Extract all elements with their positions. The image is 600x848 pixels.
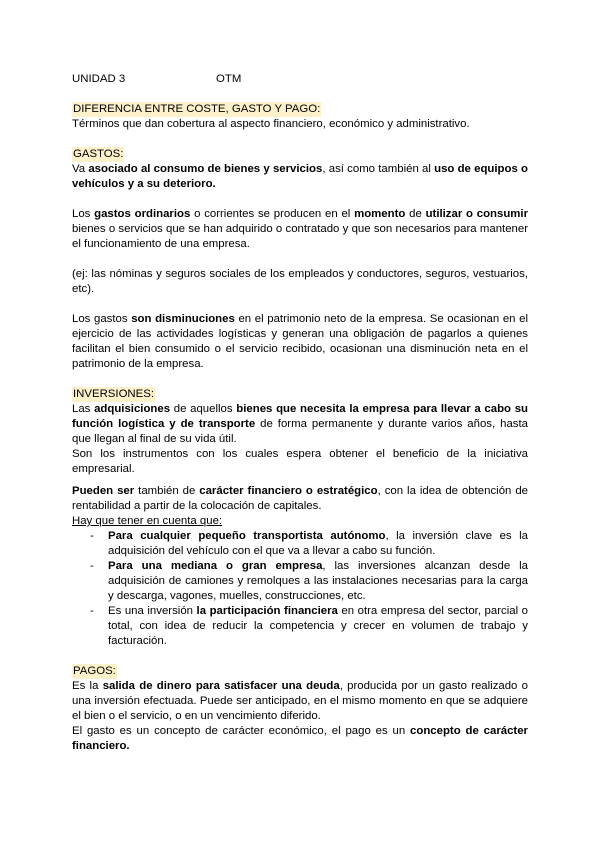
section-heading-pagos: PAGOS:	[73, 665, 116, 677]
gastos-paragraph-1: Va asociado al consumo de bienes y servicios, así como también al uso de equipos o vehículos y a su deterioro.	[72, 163, 528, 190]
section-pagos	[72, 664, 528, 754]
section-inversiones	[72, 387, 528, 649]
inversiones-paragraph-1: Las adquisiciones de aquellos bienes que necesita la empresa para llevar a cabo su función logística y de transporte de forma permanente y durante varios años, hasta que llegan al final de su vida útil.	[72, 403, 528, 445]
list-item: - Para una mediana o gran empresa, las inversiones alcanzan desde la adquisición de camiones y remolques a las instalaciones necesarias para la carga y descarga, vagones, muelles, construcciones, etc.	[108, 559, 528, 604]
unit-label: UNIDAD 3	[72, 73, 126, 85]
gastos-paragraph-4: Los gastos son disminuciones en el patrimonio neto de la empresa. Se ocasionan en el ejercicio de las actividades logísticas y generan una obligación de pagarlos a quienes facilitan el bien consumido o el servicio recibido, ocasionan una disminución neta en el patrimonio de la empresa.	[72, 313, 529, 370]
document-page	[72, 66, 528, 754]
section-heading-inversiones: INVERSIONES:	[73, 388, 155, 400]
gastos-paragraph-3: (ej: las nóminas y seguros sociales de los empleados y conductores, seguros, vestuarios, etc).	[72, 268, 528, 295]
inversiones-paragraph-2: Son los instrumentos con los cuales espera obtener el beneficio de la iniciativa empresarial.	[72, 448, 528, 475]
pagos-paragraph-1: Es la salida de dinero para satisfacer una deuda, producida por un gasto realizado o una inversión efectuada. Puede ser anticipado, en el mismo momento en que se adquiere el bien o el servicio, o en un vencimiento diferido.	[72, 680, 528, 722]
section-heading-diferencia: DIFERENCIA ENTRE COSTE, GASTO Y PAGO:	[73, 103, 321, 115]
section-gastos	[72, 147, 528, 372]
inversiones-note: Hay que tener en cuenta que:	[72, 515, 223, 527]
document-header	[72, 72, 528, 87]
diferencia-text: Términos que dan cobertura al aspecto financiero, económico y administrativo.	[72, 118, 470, 130]
inversiones-list	[72, 529, 528, 649]
subject-label: OTM	[216, 73, 242, 85]
list-item: - Es una inversión la participación financiera en otra empresa del sector, parcial o total, con idea de reducir la competencia y crecer en volumen de trabajo y facturación.	[108, 604, 528, 649]
section-diferencia	[72, 102, 528, 132]
list-item: - Para cualquier pequeño transportista autónomo, la inversión clave es la adquisición del vehículo con el que va a llevar a cabo su función.	[108, 529, 528, 559]
pagos-paragraph-2: El gasto es un concepto de carácter económico, el pago es un concepto de carácter financiero.	[72, 725, 528, 752]
gastos-paragraph-2: Los gastos ordinarios o corrientes se producen en el momento de utilizar o consumir bienes o servicios que se han adquirido o contratado y que son necesarios para mantener el funcionamiento de una empresa.	[72, 208, 529, 250]
inversiones-paragraph-3: Pueden ser también de carácter financiero o estratégico, con la idea de obtención de rentabilidad a partir de la colocación de capitales.	[72, 485, 528, 512]
section-heading-gastos: GASTOS:	[73, 148, 124, 160]
